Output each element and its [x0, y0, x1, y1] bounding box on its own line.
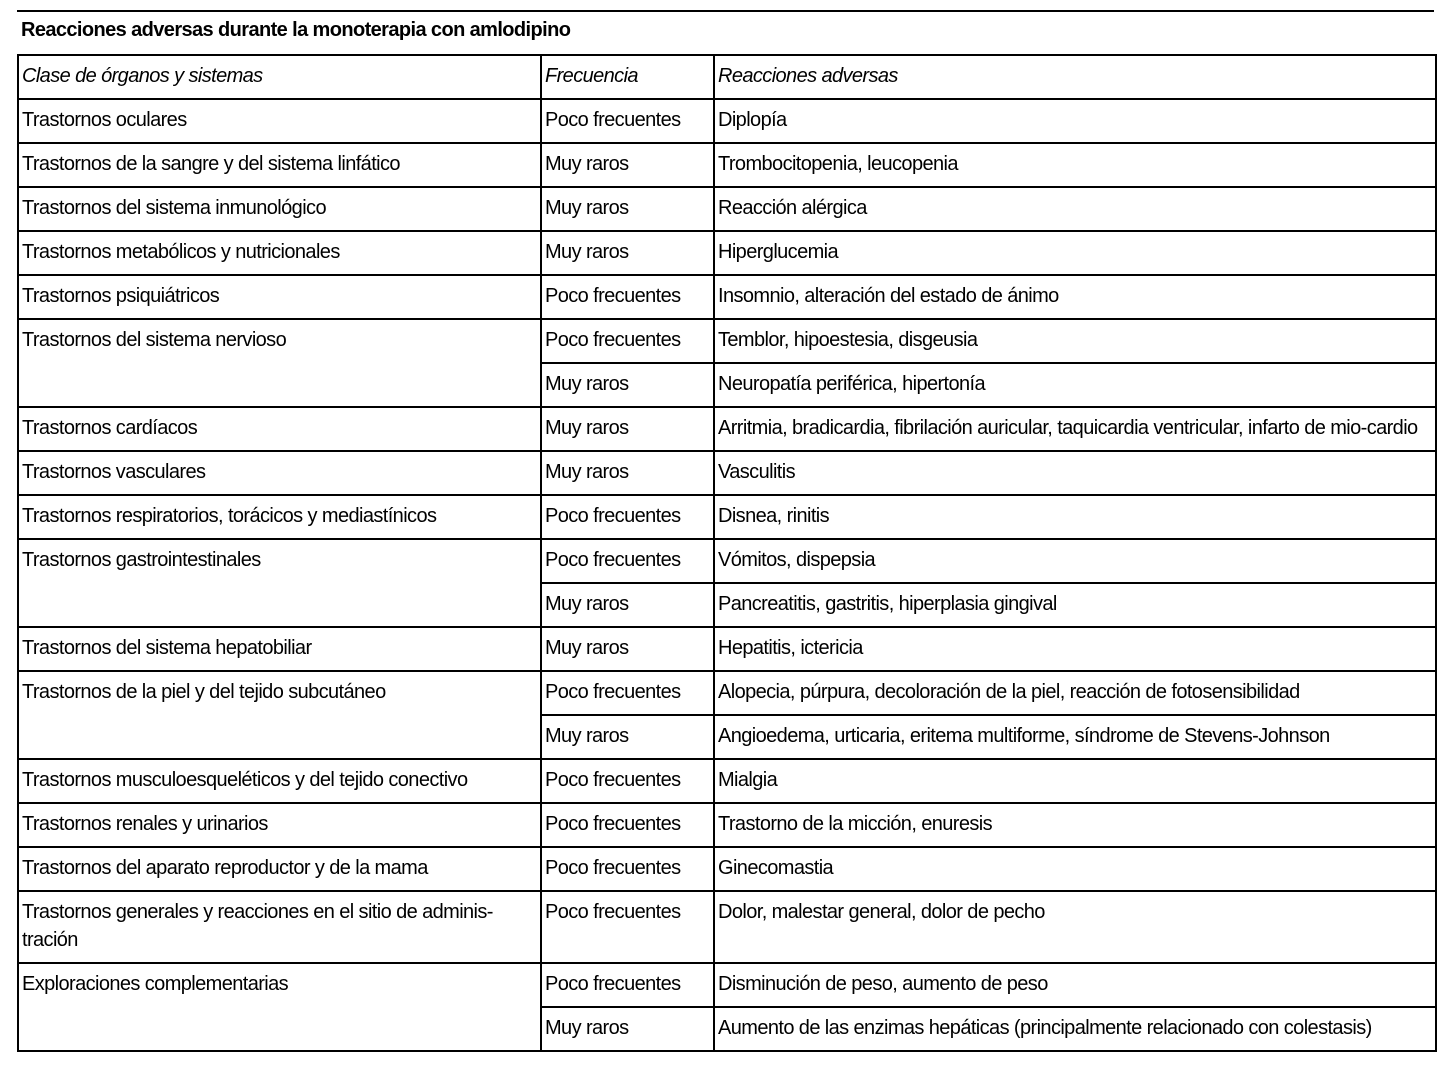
table-row: [18, 803, 1436, 847]
frequency-cell: Muy raros: [541, 583, 714, 627]
table-row: [18, 143, 1436, 187]
reactions-cell: Disminución de peso, aumento de peso: [714, 963, 1436, 1007]
reactions-cell: Angioedema, urticaria, eritema multiforme, síndrome de Stevens-Johnson: [714, 715, 1436, 759]
reactions-cell: Arritmia, bradicardia, fibrilación auricular, taquicardia ventricular, infarto de mio-cardio: [714, 407, 1436, 451]
reactions-cell: Trastorno de la micción, enuresis: [714, 803, 1436, 847]
frequency-cell: Poco frecuentes: [541, 963, 714, 1007]
reactions-cell: Neuropatía periférica, hipertonía: [714, 363, 1436, 407]
frequency-cell: Muy raros: [541, 715, 714, 759]
reactions-cell: Disnea, rinitis: [714, 495, 1436, 539]
reactions-cell: Vasculitis: [714, 451, 1436, 495]
organ-cell: Trastornos gastrointestinales: [18, 539, 541, 627]
organ-cell: Trastornos generales y reacciones en el sitio de adminis-tración: [18, 891, 541, 963]
table-row: [18, 187, 1436, 231]
organ-cell: Trastornos del sistema hepatobiliar: [18, 627, 541, 671]
reactions-cell: Ginecomastia: [714, 847, 1436, 891]
frequency-cell: Poco frecuentes: [541, 759, 714, 803]
reactions-cell: Hiperglucemia: [714, 231, 1436, 275]
header-frequency: Frecuencia: [541, 55, 714, 99]
reactions-cell: Diplopía: [714, 99, 1436, 143]
table-row: [18, 275, 1436, 319]
header-organ-class: Clase de órganos y sistemas: [18, 55, 541, 99]
organ-cell: Trastornos del aparato reproductor y de la mama: [18, 847, 541, 891]
top-rule: [17, 10, 1434, 12]
frequency-cell: Poco frecuentes: [541, 319, 714, 363]
table-row: [18, 627, 1436, 671]
organ-cell: Trastornos de la sangre y del sistema linfático: [18, 143, 541, 187]
frequency-cell: Muy raros: [541, 231, 714, 275]
frequency-cell: Muy raros: [541, 363, 714, 407]
frequency-cell: Poco frecuentes: [541, 99, 714, 143]
reactions-cell: Aumento de las enzimas hepáticas (principalmente relacionado con colestasis): [714, 1007, 1436, 1051]
frequency-cell: Muy raros: [541, 143, 714, 187]
reactions-cell: Alopecia, púrpura, decoloración de la piel, reacción de fotosensibilidad: [714, 671, 1436, 715]
frequency-cell: Poco frecuentes: [541, 539, 714, 583]
table-row: [18, 891, 1436, 963]
organ-cell: Trastornos respiratorios, torácicos y mediastínicos: [18, 495, 541, 539]
reactions-cell: Vómitos, dispepsia: [714, 539, 1436, 583]
reactions-cell: Hepatitis, ictericia: [714, 627, 1436, 671]
organ-cell: Trastornos psiquiátricos: [18, 275, 541, 319]
reactions-cell: Temblor, hipoestesia, disgeusia: [714, 319, 1436, 363]
reactions-cell: Trombocitopenia, leucopenia: [714, 143, 1436, 187]
frequency-cell: Poco frecuentes: [541, 891, 714, 963]
reactions-cell: Dolor, malestar general, dolor de pecho: [714, 891, 1436, 963]
organ-cell: Trastornos renales y urinarios: [18, 803, 541, 847]
frequency-cell: Muy raros: [541, 627, 714, 671]
table-row: [18, 451, 1436, 495]
table-row: [18, 319, 1436, 363]
table-row: [18, 99, 1436, 143]
reactions-cell: Pancreatitis, gastritis, hiperplasia gingival: [714, 583, 1436, 627]
reactions-cell: Mialgia: [714, 759, 1436, 803]
table-row: [18, 671, 1436, 715]
frequency-cell: Poco frecuentes: [541, 671, 714, 715]
frequency-cell: Poco frecuentes: [541, 803, 714, 847]
organ-cell: Trastornos musculoesqueléticos y del tejido conectivo: [18, 759, 541, 803]
frequency-cell: Muy raros: [541, 1007, 714, 1051]
table-row: [18, 539, 1436, 583]
organ-cell: Trastornos de la piel y del tejido subcutáneo: [18, 671, 541, 759]
frequency-cell: Muy raros: [541, 187, 714, 231]
table-title: Reacciones adversas durante la monoterapia con amlodipino: [21, 19, 571, 41]
frequency-cell: Poco frecuentes: [541, 275, 714, 319]
frequency-cell: Poco frecuentes: [541, 847, 714, 891]
table-row: [18, 407, 1436, 451]
header-row: [18, 55, 1436, 99]
organ-cell: Trastornos metabólicos y nutricionales: [18, 231, 541, 275]
table-row: [18, 963, 1436, 1007]
table-row: [18, 759, 1436, 803]
table-row: [18, 231, 1436, 275]
reactions-cell: Reacción alérgica: [714, 187, 1436, 231]
organ-cell: Trastornos oculares: [18, 99, 541, 143]
table-row: [18, 495, 1436, 539]
organ-cell: Trastornos del sistema nervioso: [18, 319, 541, 407]
organ-cell: Trastornos cardíacos: [18, 407, 541, 451]
table-row: [18, 847, 1436, 891]
header-reactions: Reacciones adversas: [714, 55, 1436, 99]
frequency-cell: Muy raros: [541, 451, 714, 495]
organ-cell: Trastornos vasculares: [18, 451, 541, 495]
organ-cell: Exploraciones complementarias: [18, 963, 541, 1051]
organ-cell: Trastornos del sistema inmunológico: [18, 187, 541, 231]
frequency-cell: Poco frecuentes: [541, 495, 714, 539]
adverse-reactions-table: [17, 54, 1437, 1052]
reactions-cell: Insomnio, alteración del estado de ánimo: [714, 275, 1436, 319]
frequency-cell: Muy raros: [541, 407, 714, 451]
